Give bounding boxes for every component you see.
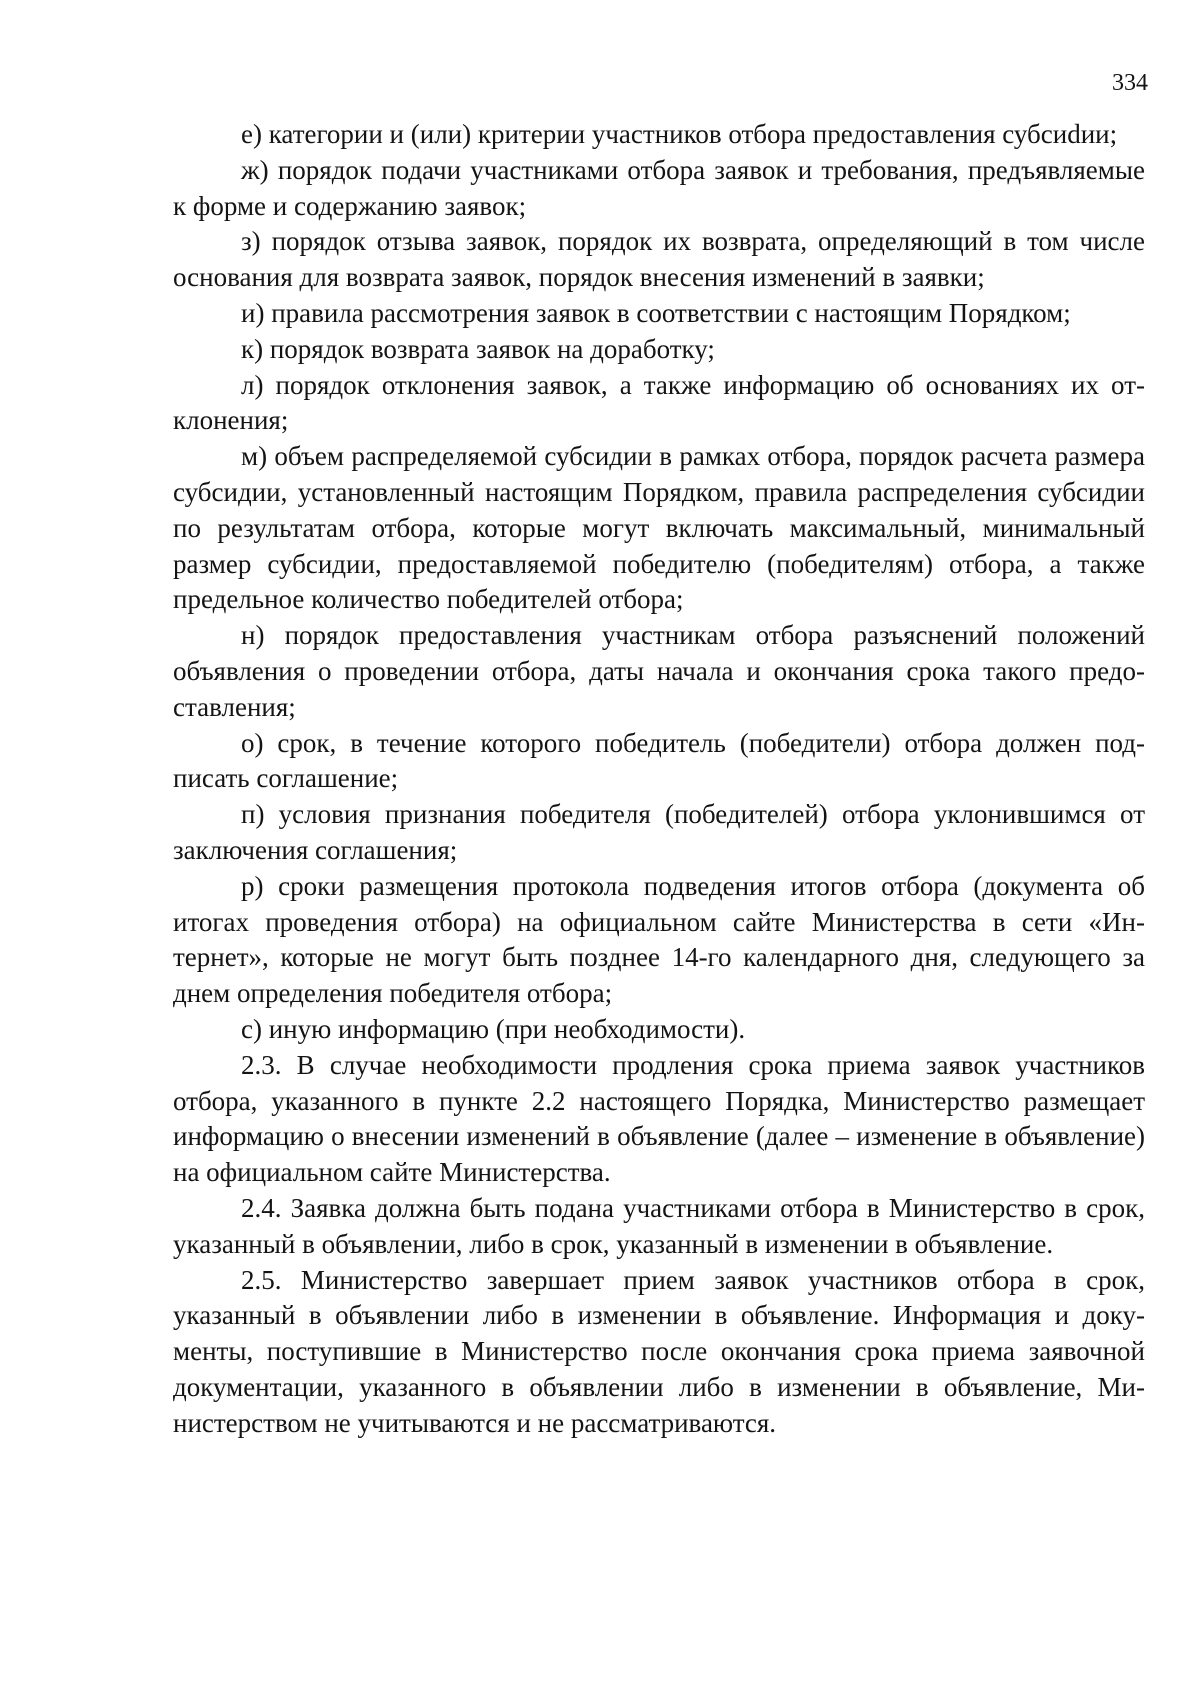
paragraph-item-s: с) иную информацию (при необходимости). [241, 1013, 746, 1044]
paragraph-section-2-4: 2.4. Заявка должна быть подана участниками отбора в Министерство в срок, указанный в объявлении, либо в срок, указанный в изменении в объявление. [173, 1192, 1145, 1259]
paragraph-section-2-3: 2.3. В случае необходимости продления срока приема заявок участников отбора, указанного в пункте 2.2 настоящего Порядка, Министерство размещает информацию о внесении изменений в объявление (далее – изменение в объявление) на официальном сайте Министерства. [173, 1049, 1145, 1188]
paragraph-item-e: е) категории и (или) критерии участников отбора предоставления субсиdии; [241, 119, 1118, 149]
paragraph-item-m: м) объем распределяемой субсидии в рамках отбора, порядок расчета размера субсидии, установленный настоящим Порядком, правила распределения субсидии по результатам отбора, которые могут включать максимальный, минимальный размер субсидии, предоставляемой победителю (победителям) отбора, а также предельное количество победителей отбора; [173, 441, 1145, 615]
paragraph-item-l: л) порядок отклонения заявок, а также информацию об основаниях их отклонения; [173, 369, 1145, 436]
paragraph-item-r: р) сроки размещения протокола подведения итогов отбора (документа об итогах проведения отбора) на официальном сайте Министерства в сети «Интернет», которые не могут быть позднее 14-го календарного дня, следующего за днем определения победителя отбора; [173, 870, 1145, 1009]
paragraph-item-z: з) порядок отзыва заявок, порядок их возврата, определяющий в том числе основания для возврата заявок, порядок внесения изменений в заявки; [173, 226, 1145, 293]
paragraph-item-o: о) срок, в течение которого победитель (победители) отбора должен подписать соглашение; [173, 727, 1145, 794]
paragraph-section-2-5: 2.5. Министерство завершает прием заявок участников отбора в срок, указанный в объявлении либо в изменении в объявление. Информация и документы, поступившие в Министерство после окончания срока приема заявочной документации, указанного в объявлении либо в изменении в объявление, Министерством не учитываются и не рассматриваются. [173, 1264, 1145, 1438]
page-number: 334 [1112, 70, 1148, 96]
paragraph-item-i: и) правила рассмотрения заявок в соответствии с настоящим Порядком; [241, 297, 1071, 328]
paragraph-item-zh: ж) порядок подачи участниками отбора заявок и требования, предъявляемые к форме и содержанию заявок; [173, 154, 1145, 221]
paragraph-item-n: н) порядок предоставления участникам отбора разъяснений положений объявления о проведении отбора, даты начала и окончания срока такого предоставления; [173, 620, 1145, 722]
paragraph-item-k: к) порядок возврата заявок на доработку; [241, 333, 715, 364]
document-body [173, 117, 1145, 1441]
paragraph-item-p: п) условия признания победителя (победителей) отбора уклонившимся от заключения соглашения; [173, 799, 1145, 865]
